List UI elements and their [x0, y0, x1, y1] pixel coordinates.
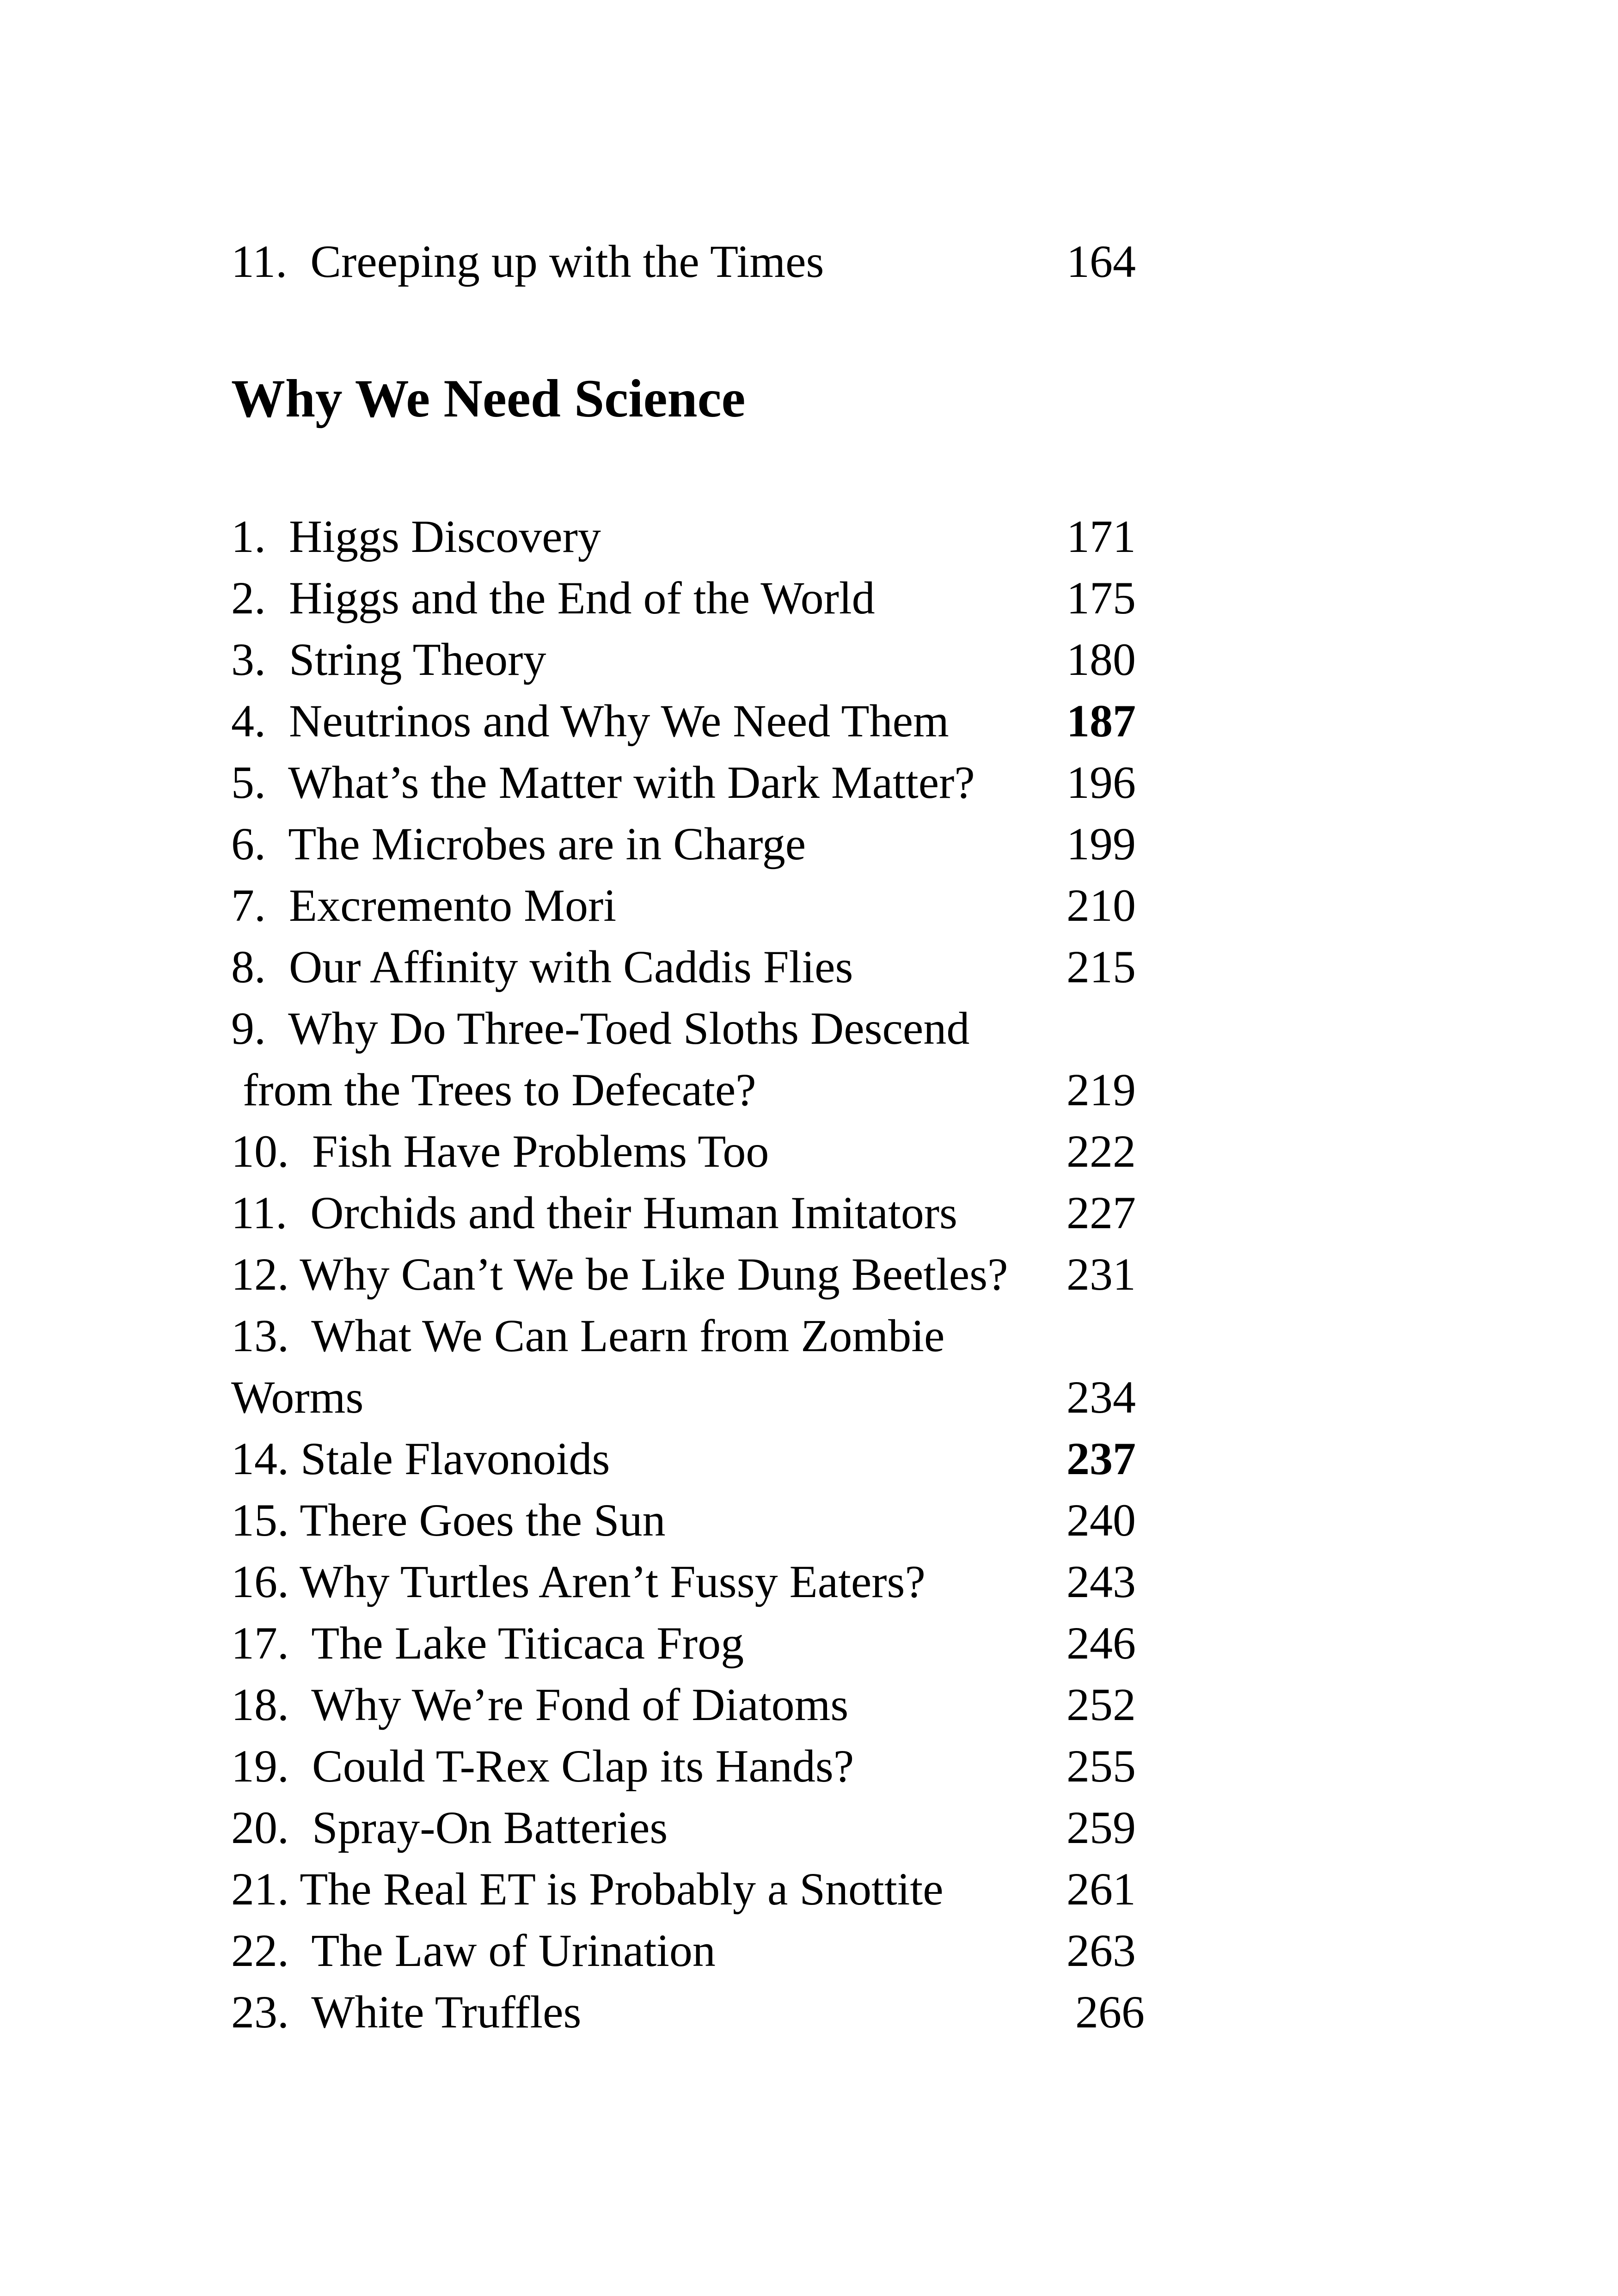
- toc-entry-page-number: 255: [1066, 1740, 1136, 1792]
- toc-entry: [231, 629, 1433, 690]
- toc-list: [231, 506, 1433, 2043]
- toc-entry-page-number: 187: [1066, 695, 1136, 747]
- toc-entry-title: 13. What We Can Learn from Zombie: [231, 1310, 945, 1361]
- toc-entry-title: 7. Excremento Mori: [231, 880, 617, 931]
- toc-entry-page-number: 227: [1066, 1187, 1136, 1238]
- toc-entry-title: 19. Could T-Rex Clap its Hands?: [231, 1740, 854, 1792]
- toc-entry-title: 10. Fish Have Problems Too: [231, 1126, 769, 1177]
- toc-entry-title: 1. Higgs Discovery: [231, 511, 601, 562]
- toc-entry-page-number: 240: [1066, 1494, 1136, 1546]
- toc-entry-page-number: 263: [1066, 1925, 1136, 1976]
- toc-entry-title: 20. Spray-On Batteries: [231, 1802, 668, 1853]
- toc-entry-page-number: 210: [1066, 880, 1136, 931]
- toc-entry-title: 5. What’s the Matter with Dark Matter?: [231, 757, 975, 808]
- toc-entry: [231, 690, 1433, 752]
- toc-entry-line: [231, 1059, 1433, 1120]
- toc-entry: [231, 1981, 1433, 2043]
- toc-entry-title: 15. There Goes the Sun: [231, 1494, 666, 1546]
- toc-entry: [231, 231, 1433, 292]
- toc-entry-page-number: 164: [1066, 236, 1136, 287]
- toc-entry-page-number: 243: [1066, 1556, 1136, 1607]
- toc-entry: [231, 1797, 1433, 1858]
- toc-entry: [231, 1858, 1433, 1920]
- toc-entry-page-number: 196: [1066, 757, 1136, 808]
- toc-entry: [231, 998, 1433, 1120]
- toc-entry: [231, 1612, 1433, 1674]
- toc-entry: [231, 567, 1433, 629]
- toc-entry: [231, 1674, 1433, 1735]
- toc-entry-title: 9. Why Do Three-Toed Sloths Descend: [231, 1003, 970, 1054]
- toc-entry-title-continued: Worms: [231, 1371, 364, 1423]
- toc-entry-page-number: 252: [1066, 1679, 1136, 1730]
- toc-entry: [231, 1551, 1433, 1612]
- toc-entry: [231, 752, 1433, 813]
- toc-entry: [231, 936, 1433, 998]
- toc-entry-title: 12. Why Can’t We be Like Dung Beetles?: [231, 1249, 1008, 1300]
- section-heading: Why We Need Science: [231, 369, 746, 429]
- toc-previous-section: [231, 231, 1433, 292]
- toc-entry-page-number: 219: [1066, 1064, 1136, 1115]
- toc-entry-title: 8. Our Affinity with Caddis Flies: [231, 941, 853, 992]
- toc-entry: [231, 1182, 1433, 1243]
- toc-entry-page-number: 180: [1066, 634, 1136, 685]
- toc-entry-line: [231, 998, 1433, 1059]
- toc-entry: [231, 1920, 1433, 1981]
- toc-entry-title: 4. Neutrinos and Why We Need Them: [231, 695, 949, 747]
- toc-entry-title: 16. Why Turtles Aren’t Fussy Eaters?: [231, 1556, 925, 1607]
- toc-entry-title: 3. String Theory: [231, 634, 546, 685]
- toc-entry-title: 11. Orchids and their Human Imitators: [231, 1187, 957, 1238]
- toc-entry-title: 14. Stale Flavonoids: [231, 1433, 610, 1484]
- toc-entry: [231, 1428, 1433, 1489]
- toc-entry-page-number: 259: [1066, 1802, 1136, 1853]
- toc-entry-title: 6. The Microbes are in Charge: [231, 818, 806, 869]
- toc-entry-page-number: 261: [1066, 1863, 1136, 1915]
- toc-entry-page-number: 199: [1066, 818, 1136, 869]
- toc-entry-page-number: 246: [1066, 1617, 1136, 1669]
- toc-entry-page-number: 237: [1066, 1433, 1136, 1484]
- toc-entry-title: 11. Creeping up with the Times: [231, 236, 824, 287]
- toc-entry-page-number: 231: [1066, 1249, 1136, 1300]
- toc-entry-page-number: 171: [1066, 511, 1136, 562]
- toc-entry: [231, 1735, 1433, 1797]
- toc-entry-page-number: 234: [1066, 1371, 1136, 1423]
- toc-entry: [231, 1120, 1433, 1182]
- toc-entry-title-continued: from the Trees to Defecate?: [231, 1064, 756, 1115]
- toc-entry-page-number: 215: [1066, 941, 1136, 992]
- toc-entry-title: 21. The Real ET is Probably a Snottite: [231, 1863, 944, 1915]
- toc-entry: [231, 1305, 1433, 1428]
- toc-entry: [231, 1243, 1433, 1305]
- toc-entry-page-number: 175: [1066, 572, 1136, 624]
- toc-entry-page-number: 266: [1075, 1986, 1145, 2038]
- toc-entry-page-number: 222: [1066, 1126, 1136, 1177]
- toc-entry-title: 18. Why We’re Fond of Diatoms: [231, 1679, 849, 1730]
- toc-entry-title: 23. White Truffles: [231, 1986, 582, 2038]
- toc-entry-line: [231, 1305, 1433, 1366]
- toc-entry: [231, 506, 1433, 567]
- toc-entry-title: 22. The Law of Urination: [231, 1925, 716, 1976]
- toc-entry: [231, 875, 1433, 936]
- toc-entry: [231, 813, 1433, 875]
- toc-entry: [231, 1489, 1433, 1551]
- toc-entry-title: 2. Higgs and the End of the World: [231, 572, 875, 624]
- toc-entry-title: 17. The Lake Titicaca Frog: [231, 1617, 744, 1669]
- toc-entry-line: [231, 1366, 1433, 1428]
